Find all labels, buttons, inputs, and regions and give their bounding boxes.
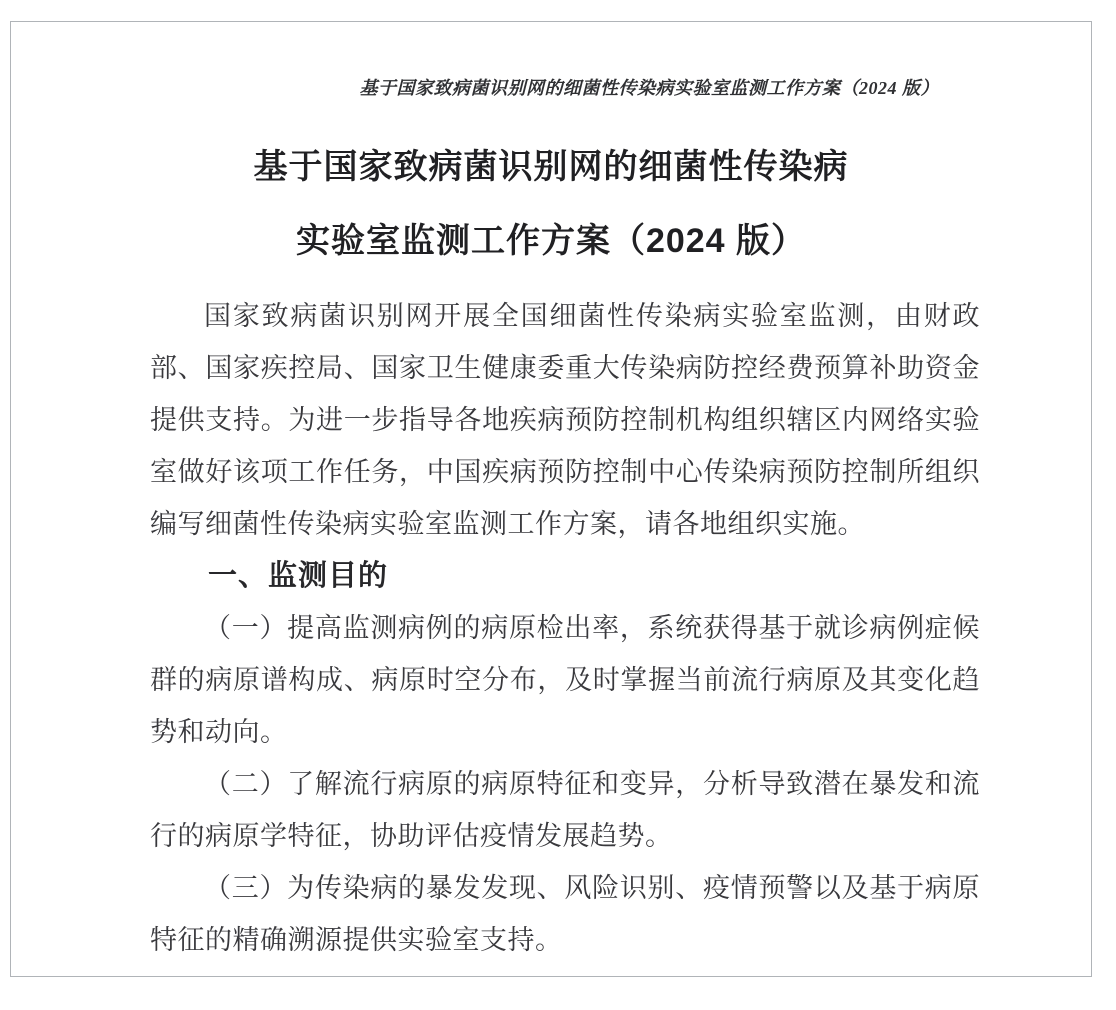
page-content bbox=[11, 22, 1091, 966]
document-title-line2: 实验室监测工作方案（2024 版） bbox=[295, 222, 807, 260]
intro-paragraph: 国家致病菌识别网开展全国细菌性传染病实验室监测，由财政部、国家疾控局、国家卫生健康委重大传染病防控经费预算补助资金提供支持。为进一步指导各地疾病预防控制机构组织辖区内网络实验室做好该项工作任务，中国疾病预防控制中心传染病预防控制所组织编写细菌性传染病实验室监测工作方案，请各地组织实施。 bbox=[150, 301, 980, 539]
section-item-1: （一）提高监测病例的病原检出率，系统获得基于就诊病例症候群的病原谱构成、病原时空分布，及时掌握当前流行病原及其变化趋势和动向。 bbox=[150, 613, 980, 747]
running-header: 基于国家致病菌识别网的细菌性传染病实验室监测工作方案（2024 版） bbox=[359, 78, 939, 98]
section-item-2: （二）了解流行病原的病原特征和变异，分析导致潜在暴发和流行的病原学特征，协助评估疫情发展趋势。 bbox=[150, 769, 980, 851]
document-body bbox=[150, 290, 980, 966]
section-heading-monitoring-purpose: 一、监测目的 bbox=[208, 560, 389, 592]
document-title bbox=[11, 130, 1091, 278]
section-item-3: （三）为传染病的暴发发现、风险识别、疫情预警以及基于病原特征的精确溯源提供实验室支持。 bbox=[150, 873, 980, 955]
document-page bbox=[10, 21, 1092, 977]
document-title-line1: 基于国家致病菌识别网的细菌性传染病 bbox=[253, 148, 849, 186]
